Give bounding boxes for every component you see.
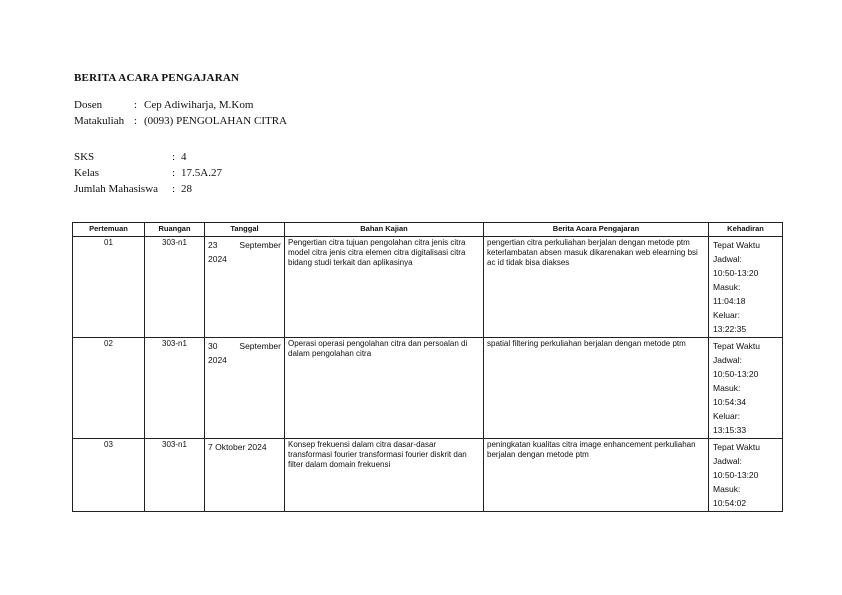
kehadiran-jadwal-label: Jadwal: [713, 254, 742, 264]
kehadiran-jadwal-label: Jadwal: [713, 355, 742, 365]
header-berita-acara: Berita Acara Pengajaran [484, 223, 709, 237]
kehadiran-status: Tepat Waktu [713, 341, 760, 351]
tanggal-cell: 23 September 2024 [205, 237, 285, 338]
kehadiran-jadwal-value: 10:50-13:20 [713, 470, 759, 480]
berita-acara-cell: spatial filtering perkuliahan berjalan dengan metode ptm [484, 338, 709, 439]
dosen-value: Cep Adiwiharja, M.Kom [144, 99, 254, 111]
header-kehadiran: Kehadiran [709, 223, 783, 237]
kehadiran-masuk-label: Masuk: [713, 484, 741, 494]
berita-acara-cell: peningkatan kualitas citra image enhancement perkuliahan berjalan dengan metode ptm [484, 439, 709, 512]
ruangan-cell: 303-n1 [145, 439, 205, 512]
jumlah-row [74, 181, 222, 197]
sks-value: 4 [181, 151, 187, 163]
berita-acara-cell: pengertian citra perkuliahan berjalan dengan metode ptm keterlambatan absen masuk dikarenakan web elearning bsi ac id tidak bisa diakses [484, 237, 709, 338]
dosen-row [74, 97, 287, 113]
table-header-row [73, 223, 783, 237]
kehadiran-jadwal-label: Jadwal: [713, 456, 742, 466]
kehadiran-keluar-value: 13:22:35 [713, 324, 747, 334]
header-bahan-kajian: Bahan Kajian [285, 223, 484, 237]
matakuliah-separator: : [134, 115, 138, 127]
ruangan-cell: 303-n1 [145, 237, 205, 338]
sks-separator: : [172, 151, 176, 163]
table-row [73, 237, 783, 338]
table-row [73, 338, 783, 439]
kehadiran-masuk-value: 10:54:34 [713, 397, 747, 407]
pertemuan-cell: 03 [73, 439, 145, 512]
kehadiran-keluar-label: Keluar: [713, 310, 740, 320]
ruangan-cell: 303-n1 [145, 338, 205, 439]
kehadiran-jadwal-value: 10:50-13:20 [713, 369, 759, 379]
course-info [74, 149, 222, 197]
kehadiran-cell [709, 237, 783, 338]
kehadiran-masuk-label: Masuk: [713, 282, 741, 292]
bahan-kajian-cell: Konsep frekuensi dalam citra dasar-dasar transformasi fourier transformasi fourier diskrit dan filter dalam domain frekuensi [285, 439, 484, 512]
kelas-separator: : [172, 167, 176, 179]
pertemuan-cell: 02 [73, 338, 145, 439]
bahan-kajian-cell: Operasi operasi pengolahan citra dan persoalan di dalam pengolahan citra [285, 338, 484, 439]
kehadiran-masuk-label: Masuk: [713, 383, 741, 393]
pertemuan-cell: 01 [73, 237, 145, 338]
dosen-separator: : [134, 99, 138, 111]
sks-row [74, 149, 222, 165]
kehadiran-cell [709, 338, 783, 439]
jumlah-separator: : [172, 183, 176, 195]
kehadiran-status: Tepat Waktu [713, 240, 760, 250]
table-row [73, 439, 783, 512]
header-pertemuan: Pertemuan [73, 223, 145, 237]
bahan-kajian-cell: Pengertian citra tujuan pengolahan citra jenis citra model citra jenis citra elemen citra digitalisasi citra bidang studi terkait dan aplikasinya [285, 237, 484, 338]
kehadiran-cell [709, 439, 783, 512]
kehadiran-keluar-label: Keluar: [713, 411, 740, 421]
document-title: BERITA ACARA PENGAJARAN [74, 72, 240, 84]
tanggal-cell: 30 September 2024 [205, 338, 285, 439]
dosen-label: Dosen [74, 99, 103, 111]
matakuliah-row [74, 113, 287, 129]
kehadiran-masuk-value: 10:54:02 [713, 498, 747, 508]
sks-label: SKS [74, 151, 95, 163]
header-tanggal: Tanggal [205, 223, 285, 237]
kehadiran-masuk-value: 11:04:18 [713, 296, 746, 306]
jumlah-label: Jumlah Mahasiswa [74, 183, 159, 195]
kehadiran-keluar-value: 13:15:33 [713, 425, 747, 435]
kehadiran-jadwal-value: 10:50-13:20 [713, 268, 759, 278]
kehadiran-status: Tepat Waktu [713, 442, 760, 452]
matakuliah-value: (0093) PENGOLAHAN CITRA [144, 115, 287, 127]
kelas-row [74, 165, 222, 181]
kelas-value: 17.5A.27 [181, 167, 222, 179]
header-ruangan: Ruangan [145, 223, 205, 237]
teaching-record-table [72, 222, 783, 512]
tanggal-cell: 7 Oktober 2024 [205, 439, 285, 512]
lecturer-info [74, 97, 287, 129]
matakuliah-label: Matakuliah [74, 115, 125, 127]
kelas-label: Kelas [74, 167, 100, 179]
jumlah-value: 28 [181, 183, 192, 195]
